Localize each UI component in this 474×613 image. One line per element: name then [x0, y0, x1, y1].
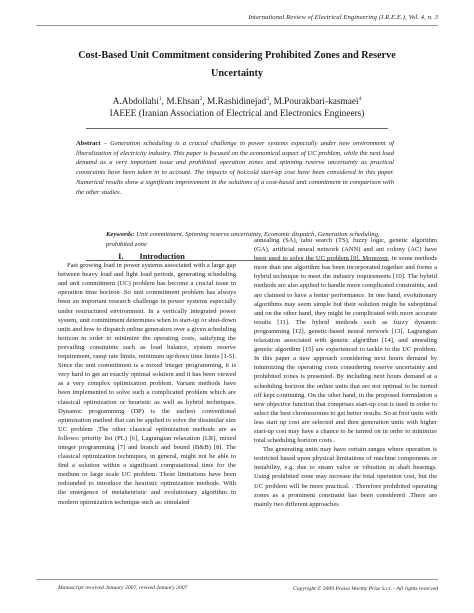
footer-rule	[36, 579, 438, 580]
abstract-label: Abstract	[76, 140, 101, 147]
author-affil-mark: 1	[158, 96, 162, 102]
author-affil-mark: 4	[358, 96, 362, 102]
body-paragraph: annealing (SA), tabu search (TS), fuzzy logic, genetic algorithm (GA), artificial neural network (ANN) and ant colony (AC) have been used to solve the UC problem [9]. Moreover, in some methods more than one algorithm has been incorporated together and forms a hybrid technique to meet the industry requirements [10]. The hybrid methods are also applied to handle more complicated constraints, and are claimed to have a better performance. In one hand, evolutionary algorithms may seem simple but their solution might be suboptimal and on the other hand, they might be complicated with more accurate results [11]. The hybrid methods such as fuzzy dynamic programming [12], genetic-based neural network [13], Lagrangian relaxation associated with genetic algorithm [14], and annealing genetic algorithm [15] are experienced to tackle to the UC problem. In this paper a new approach considering next hours demand by minimizing the operating costs considering reserve uncertainty and prohibited zones is presented. By including next hours demand at a scheduling horizon the online units that are not optimal to be turned off kept continuing. On the other hand, in the proposed formulation a new objective function that comprises start-up cost is used in order to select the best chromosomes to get better results. So at first units with less start up cost are selected and then generation units with higher start-up cost may have a chance to be turned on in order to minimize total scheduling horizon costs .	[254, 237, 437, 445]
author-name: M.Pourakbari-kasmaei	[273, 97, 359, 108]
author-name: M.Ehsan	[166, 97, 200, 108]
author-name: M.Rashidinejad	[207, 97, 267, 108]
abstract	[76, 139, 394, 197]
header-rule	[36, 25, 438, 26]
keywords-label: Keywords:	[106, 231, 135, 238]
copyright-note: Copyright © 2009 Praise Worthy Prize S.r.l. - All rights reserved	[293, 586, 438, 592]
author-name: A.Abdollahi	[112, 97, 159, 108]
section-title: Introduction	[139, 252, 185, 261]
section-number: I.	[118, 252, 124, 261]
paper-title: Cost-Based Unit Commitment considering Prohibited Zones and Reserve Uncertainty	[78, 50, 396, 79]
keywords-text: Unit commitment, Spinning reserve uncertainty, Economic dispatch, Generation scheduling, prohibited zone	[106, 231, 380, 248]
section-heading	[58, 252, 236, 261]
right-column	[254, 236, 437, 509]
body-paragraph: Fast growing load in power systems associated with a large gap between heavy load and light load periods, generating scheduling and unit commitment (UC) problem has become a crucial issue in operation time horizon .So unit commitment problem has always been an important research challenge in power systems especially under restructured environment. In a vertically integrated power system, unit commitment determines when to start-up or shut-down units and how to dispatch online generators over a given scheduling horizon in order to minimize the operating costs, satisfying the prevailing constraints such as load balance, system reserve requirement, ramp rate limits, minimum up/down time limits [1-5]. Since the unit commitment is a mixed integer programming, it is very hard to get an exactly optimal solution and it has been viewed as a very complex optimization problem. Variant methods have been implemented to solve such a complicated problem which are classical optimization or heuristic as well as hybrid techniques. Dynamic programming (DP) is the earliest conventional optimization method that can be applied to solve the dissimilar size UC problem .The other classical optimization methods are as follows: priority list (PL) [6], Lagrangian relaxation (LR), mixed integer programming [7] and branch and bound (B&B) [8]. The classical optimization techniques, in general, might not be able to find a solution within a significant computational time for the medium or large scale UC problem. These limitations have been redounded to introduce the heuristic optimization methods. With the emergence of metaheuristic and evolutionary algorithm in modern optimization technique such as: simulated	[58, 262, 236, 506]
abstract-top-rule	[86, 128, 388, 129]
author-affil-mark: 3	[266, 96, 269, 102]
journal-header: International Review of Electrical Engineering (I.R.E.E.), Vol. 4, n. 3	[248, 14, 438, 21]
author-affiliation: IAEEE (Iranian Association of Electrical and Electronics Engineers)	[109, 109, 365, 119]
author-affil-mark: 2	[199, 96, 203, 102]
manuscript-note: Manuscript received January 2007, revised January 2007	[58, 585, 188, 591]
abstract-text: – Generation scheduling is a crucial challenge in power systems especially under new environment of liberalization of electricity industry. This paper is focused on the economical aspect of UC problem, while the next load demand as a very important issue and prohibited operation zones and spinning reserve uncertainty as practical constraints have been taken in to account. The impacts of hot/cold start-up cost have been considered in this paper. Numerical results show a significant improvement in the solutions of a cost-based unit commitment in comparison with the other studies.	[76, 140, 394, 196]
author-list: A.Abdollahi$^1$, M.Ehsan$^2$, M.Rashidinejad$^3$, M.Pourakbari-kasmaei$^4$	[112, 96, 362, 108]
left-column	[58, 252, 236, 507]
body-paragraph: The generating units may have certain ranges where operation is restricted based upon physical limitations of machine components or instability, e.g. due to steam valve or vibration in shaft bearings. Using prohibited zone may increase the total operation cost, but the UC problem will be more practical. . Therefore prohibited operating zones as a prominent constraint has been considered .There are mainly two different approaches	[254, 446, 437, 508]
